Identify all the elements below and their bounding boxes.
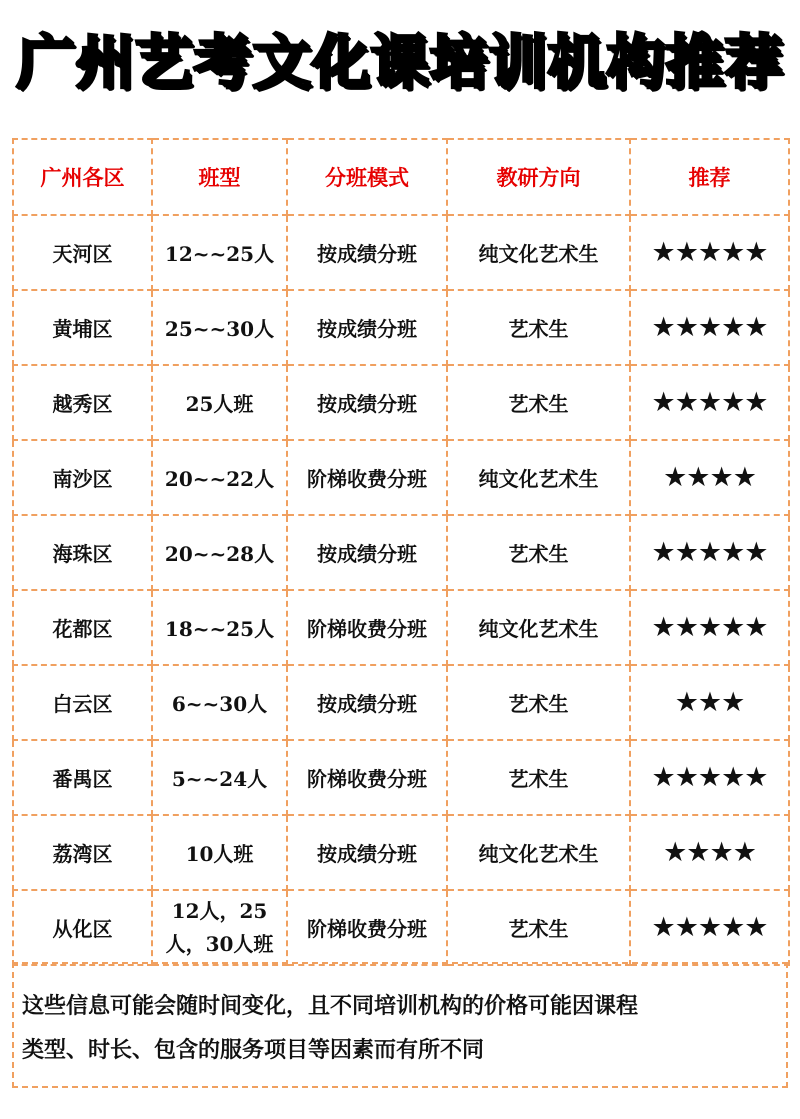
table-row: [13, 890, 789, 965]
district-cell: 海珠区: [13, 515, 152, 590]
class-size-cell: 20~~28人: [152, 515, 287, 590]
district-cell: 越秀区: [13, 365, 152, 440]
footnote-line: 类型、时长、包含的服务项目等因素而有所不同: [22, 1037, 485, 1063]
page-title: 广州艺考文化课培训机构推荐: [16, 28, 784, 96]
star-rating: ★★★★★: [630, 740, 789, 815]
class-size-cell: 12~~25人: [152, 215, 287, 290]
mode-cell: 按成绩分班: [287, 515, 447, 590]
direction-cell: 艺术生: [447, 890, 630, 965]
mode-cell: 按成绩分班: [287, 215, 447, 290]
class-size-cell: 18~~25人: [152, 590, 287, 665]
mode-cell: 阶梯收费分班: [287, 740, 447, 815]
direction-cell: 艺术生: [447, 515, 630, 590]
class-size-cell: 10人班: [152, 815, 287, 890]
mode-cell: 阶梯收费分班: [287, 590, 447, 665]
district-cell: 黄埔区: [13, 290, 152, 365]
table-row: [13, 215, 789, 290]
class-size-cell: [152, 890, 287, 965]
star-rating: ★★★★★: [630, 215, 789, 290]
table-row: [13, 815, 789, 890]
direction-cell: 艺术生: [447, 665, 630, 740]
star-rating: ★★★★: [630, 440, 789, 515]
mode-cell: 阶梯收费分班: [287, 890, 447, 965]
header-rating: 推荐: [630, 139, 789, 215]
district-cell: 荔湾区: [13, 815, 152, 890]
mode-cell: 按成绩分班: [287, 290, 447, 365]
table-row: [13, 515, 789, 590]
table-header-row: [13, 139, 789, 215]
header-district: 广州各区: [13, 139, 152, 215]
district-table: [12, 138, 790, 966]
table-row: [13, 665, 789, 740]
footnote: [12, 962, 788, 1088]
header-class-size: 班型: [152, 139, 287, 215]
district-cell: 南沙区: [13, 440, 152, 515]
mode-cell: 按成绩分班: [287, 815, 447, 890]
star-rating: ★★★★★: [630, 515, 789, 590]
table-row: [13, 365, 789, 440]
table-row: [13, 740, 789, 815]
header-mode: 分班模式: [287, 139, 447, 215]
class-size-cell: 25~~30人: [152, 290, 287, 365]
star-rating: ★★★★★: [630, 590, 789, 665]
class-size-cell: 5~~24人: [152, 740, 287, 815]
header-direction: 教研方向: [447, 139, 630, 215]
direction-cell: 纯文化艺术生: [447, 440, 630, 515]
district-cell: 白云区: [13, 665, 152, 740]
direction-cell: 艺术生: [447, 290, 630, 365]
district-cell: 从化区: [13, 890, 152, 965]
table-row: [13, 440, 789, 515]
direction-cell: 纯文化艺术生: [447, 590, 630, 665]
star-rating: ★★★★: [630, 815, 789, 890]
class-size-cell: 20~~22人: [152, 440, 287, 515]
direction-cell: 纯文化艺术生: [447, 815, 630, 890]
district-cell: 番禺区: [13, 740, 152, 815]
class-size-cell: 6~~30人: [152, 665, 287, 740]
star-rating: ★★★★★: [630, 365, 789, 440]
star-rating: ★★★★★: [630, 890, 789, 965]
class-size-line: 人，30人班: [165, 931, 274, 956]
district-cell: 天河区: [13, 215, 152, 290]
direction-cell: 艺术生: [447, 740, 630, 815]
mode-cell: 按成绩分班: [287, 665, 447, 740]
district-cell: 花都区: [13, 590, 152, 665]
mode-cell: 按成绩分班: [287, 365, 447, 440]
direction-cell: 艺术生: [447, 365, 630, 440]
star-rating: ★★★: [630, 665, 789, 740]
class-size-line: 12人，25: [171, 898, 268, 923]
table-row: [13, 590, 789, 665]
direction-cell: 纯文化艺术生: [447, 215, 630, 290]
footnote-line: 这些信息可能会随时间变化，且不同培训机构的价格可能因课程: [22, 993, 639, 1019]
class-size-cell: 25人班: [152, 365, 287, 440]
table-row: [13, 290, 789, 365]
mode-cell: 阶梯收费分班: [287, 440, 447, 515]
star-rating: ★★★★★: [630, 290, 789, 365]
